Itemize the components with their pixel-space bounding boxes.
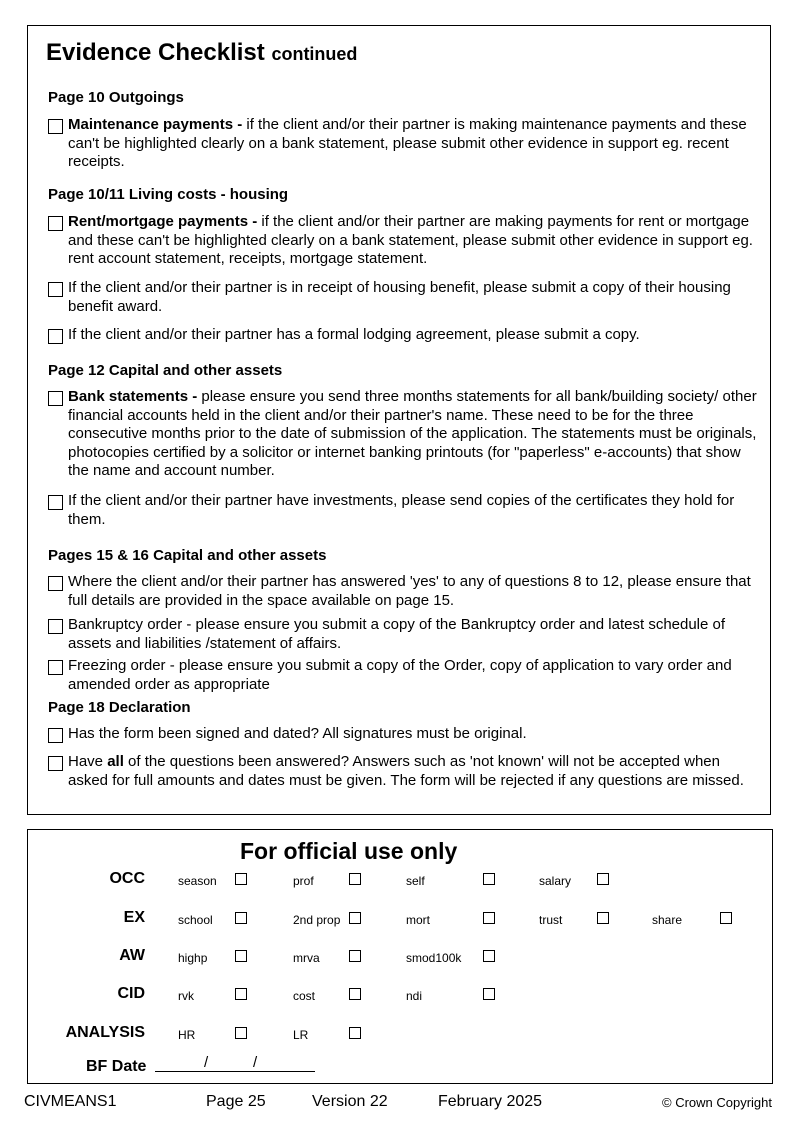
official-option-checkbox[interactable] <box>483 912 495 924</box>
official-option-label: salary <box>539 874 572 888</box>
official-option-checkbox[interactable] <box>349 950 361 962</box>
checklist-item <box>48 616 760 653</box>
item-text: If the client and/or their partner have investments, please send copies of the certificates they hold for them. <box>68 492 735 528</box>
official-option-label: cost <box>293 989 316 1003</box>
item-pre: Have <box>68 753 108 770</box>
copyright: © Crown Copyright <box>662 1095 773 1110</box>
bf-date-label: BF Date <box>86 1058 147 1075</box>
official-option-label: school <box>178 913 213 927</box>
checkbox[interactable] <box>48 216 63 231</box>
official-title: For official use only <box>240 838 458 864</box>
item-text: Where the client and/or their partner has answered 'yes' to any of questions 8 to 12, please ensure that full details are provided in the space available on page 15. <box>68 573 751 609</box>
official-option-checkbox[interactable] <box>483 873 495 885</box>
official-option-checkbox[interactable] <box>349 1027 361 1039</box>
official-option-label: ndi <box>406 989 423 1003</box>
checkbox[interactable] <box>48 660 63 675</box>
official-option-label: mort <box>406 913 430 927</box>
checkbox[interactable] <box>48 619 63 634</box>
date-separator: / <box>253 1054 258 1071</box>
item-text: If the client and/or their partner has a formal lodging agreement, please submit a copy. <box>68 326 640 343</box>
official-option-label: smod100k <box>406 951 462 965</box>
official-option-checkbox[interactable] <box>597 873 609 885</box>
official-option-checkbox[interactable] <box>235 912 247 924</box>
official-option-label: LR <box>293 1028 309 1042</box>
checklist-item <box>48 116 760 172</box>
checkbox[interactable] <box>48 329 63 344</box>
official-option-checkbox[interactable] <box>483 988 495 1000</box>
checkbox[interactable] <box>48 728 63 743</box>
official-option-checkbox[interactable] <box>235 873 247 885</box>
item-text: of the questions been answered? Answers such as 'not known' will not be accepted when asked for full amounts and dates must be given. The form will be rejected if any questions are missed. <box>68 753 744 789</box>
bf-date-field[interactable] <box>155 1071 315 1072</box>
item-bold: Rent/mortgage payments - <box>68 213 258 230</box>
official-option-label: HR <box>178 1028 196 1042</box>
official-option-label: prof <box>293 874 314 888</box>
checklist-item <box>48 725 760 744</box>
official-row-label: EX <box>123 909 145 926</box>
checklist-item <box>48 573 760 610</box>
checkbox[interactable] <box>48 391 63 406</box>
date-separator: / <box>204 1054 209 1071</box>
checklist-item <box>48 279 760 316</box>
official-option-checkbox[interactable] <box>349 912 361 924</box>
checkbox[interactable] <box>48 119 63 134</box>
item-bold: Maintenance payments - <box>68 116 243 133</box>
checkbox[interactable] <box>48 756 63 771</box>
version: Version 22 <box>312 1093 388 1110</box>
item-text: if the client and/or their partner is making maintenance payments and these can't be highlighted clearly on a bank statement, please submit other evidence in support eg. recent receipts. <box>68 116 747 170</box>
official-option-label: rvk <box>178 989 194 1003</box>
form-code: CIVMEANS1 <box>24 1093 117 1110</box>
checklist-item <box>48 492 760 529</box>
section-heading-declaration: Page 18 Declaration <box>48 699 191 716</box>
section-heading-capital: Page 12 Capital and other assets <box>48 362 283 379</box>
checkbox[interactable] <box>48 495 63 510</box>
item-bold: Bank statements - <box>68 388 198 405</box>
checklist-item <box>48 213 760 269</box>
official-option-label: season <box>178 874 217 888</box>
item-bold: all <box>107 753 124 770</box>
item-text: Has the form been signed and dated? All signatures must be original. <box>68 725 527 742</box>
official-option-checkbox[interactable] <box>235 988 247 1000</box>
official-option-checkbox[interactable] <box>235 1027 247 1039</box>
title-text: Evidence Checklist <box>46 39 265 66</box>
item-text: Freezing order - please ensure you submit a copy of the Order, copy of application to vary order and amended order as appropriate <box>68 657 732 693</box>
official-row-label: ANALYSIS <box>65 1024 145 1041</box>
checkbox[interactable] <box>48 282 63 297</box>
checkbox[interactable] <box>48 576 63 591</box>
official-option-checkbox[interactable] <box>349 988 361 1000</box>
section-heading-housing: Page 10/11 Living costs - housing <box>48 186 289 203</box>
checklist-item <box>48 326 760 345</box>
official-option-checkbox[interactable] <box>597 912 609 924</box>
section-heading-capital-15-16: Pages 15 & 16 Capital and other assets <box>48 547 327 564</box>
official-option-label: 2nd prop <box>293 913 341 927</box>
official-option-checkbox[interactable] <box>720 912 732 924</box>
evidence-checklist-box <box>27 25 771 815</box>
checklist-item <box>48 753 760 790</box>
section-heading-outgoings: Page 10 Outgoings <box>48 89 184 106</box>
title-suffix: continued <box>271 44 358 64</box>
checklist-item <box>48 657 760 694</box>
official-option-checkbox[interactable] <box>483 950 495 962</box>
item-text: If the client and/or their partner is in receipt of housing benefit, please submit a copy of their housing benefit award. <box>68 279 731 315</box>
official-use-box <box>27 829 773 1084</box>
official-row-label: OCC <box>109 870 145 887</box>
official-option-label: highp <box>178 951 208 965</box>
official-row-label: CID <box>117 985 145 1002</box>
official-option-label: mrva <box>293 951 320 965</box>
item-text: please ensure you send three months statements for all bank/building society/ other financial accounts held in the client and/or their partner's name. These need to be for the three consecutive months prior to the date of submission of the application. The statements must be originals, photocopies certified by a solicitor or internet banking printouts (for "paperless" e-accounts) that show the name and account number. <box>68 388 757 479</box>
item-text: Bankruptcy order - please ensure you submit a copy of the Bankruptcy order and latest schedule of assets and liabilities /statement of affairs. <box>68 616 726 652</box>
official-option-checkbox[interactable] <box>349 873 361 885</box>
checklist-item <box>48 388 760 481</box>
official-option-label: self <box>406 874 425 888</box>
official-option-label: share <box>652 913 683 927</box>
page-number: Page 25 <box>206 1093 266 1110</box>
page-title <box>46 39 357 67</box>
official-option-checkbox[interactable] <box>235 950 247 962</box>
official-option-label: trust <box>539 913 563 927</box>
date: February 2025 <box>438 1093 543 1110</box>
item-text: if the client and/or their partner are making payments for rent or mortgage and these can't be highlighted clearly on a bank statement, please submit other evidence in support eg. rent account statement, receipts, mortgage statement. <box>68 213 753 267</box>
official-row-label: AW <box>119 947 145 964</box>
